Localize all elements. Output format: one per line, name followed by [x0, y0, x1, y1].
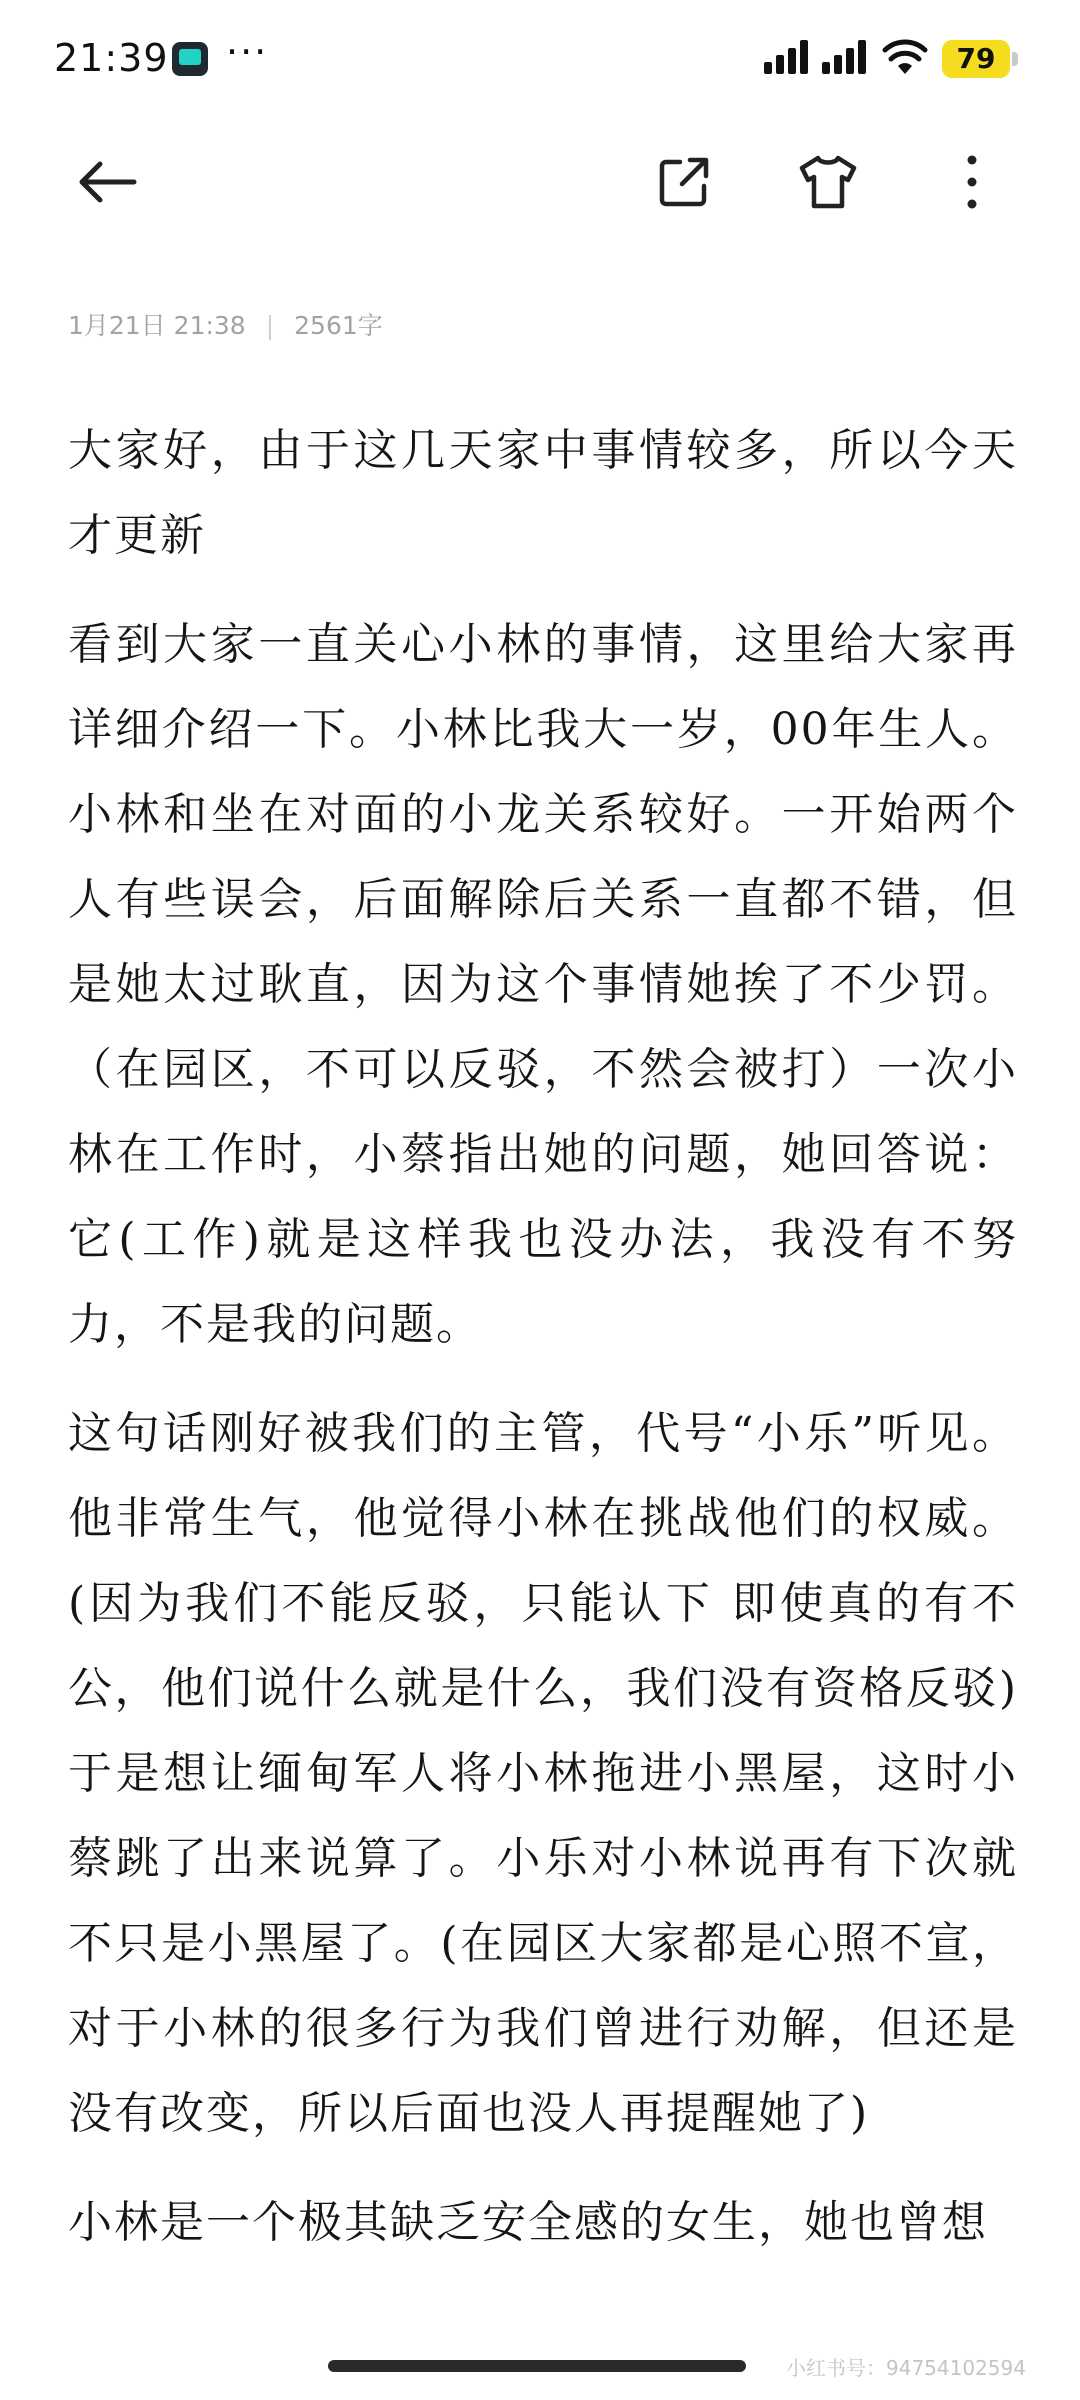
more-notifications-icon: ··· — [226, 30, 269, 74]
back-arrow-icon[interactable] — [74, 150, 138, 214]
paragraph: 看到大家一直关心小林的事情，这里给大家再详细介绍一下。小林比我大一岁，00年生人。小林和坐在对面的小龙关系较好。一开始两个人有些误会，后面解除后关系一直都不错，但是她太过耿直，因为这个事情她挨了不少罚。（在园区，不可以反驳，不然会被打）一次小林在工作时，小蔡指出她的问题，她回答说：它(工作)就是这样我也没办法，我没有不努力，不是我的问题。 — [68, 619, 1018, 1350]
wifi-icon — [882, 38, 928, 76]
battery-icon: 79 — [942, 40, 1010, 78]
paragraph: 小林是一个极其缺乏安全感的女生，她也曾想 — [68, 2197, 988, 2248]
more-vertical-icon[interactable] — [940, 150, 1004, 214]
note-date: 1月21日 21:38 — [68, 311, 246, 340]
note-meta — [68, 306, 383, 342]
notification-app-icon — [172, 42, 208, 76]
paragraph: 大家好，由于这几天家中事情较多，所以今天才更新 — [68, 425, 1018, 561]
word-count: 2561字 — [294, 311, 383, 340]
toolbar — [0, 130, 1080, 230]
signal-icon — [764, 40, 812, 74]
note-body[interactable] — [68, 408, 1018, 2289]
meta-separator: | — [265, 311, 275, 340]
paragraph: 这句话刚好被我们的主管，代号“小乐”听见。他非常生气，他觉得小林在挑战他们的权威。(因为我们不能反驳，只能认下 即使真的有不公，他们说什么就是什么，我们没有资格反驳)于是想让缅甸军人将小林拖进小黑屋，这时小蔡跳了出来说算了。小乐对小林说再有下次就不只是小黑屋了。(在园区大家都是心照不宣，对于小林的很多行为我们曾进行劝解，但还是没有改变，所以后面也没人再提醒她了) — [68, 1408, 1018, 2139]
share-icon[interactable] — [652, 150, 716, 214]
signal-icon — [822, 40, 870, 74]
status-bar — [0, 0, 1080, 120]
battery-tip — [1012, 52, 1018, 66]
shirt-icon[interactable] — [796, 150, 860, 214]
watermark: 小红书号：94754102594 — [786, 2356, 1026, 2380]
status-time: 21:39 — [54, 36, 169, 80]
home-indicator[interactable] — [328, 2360, 746, 2372]
